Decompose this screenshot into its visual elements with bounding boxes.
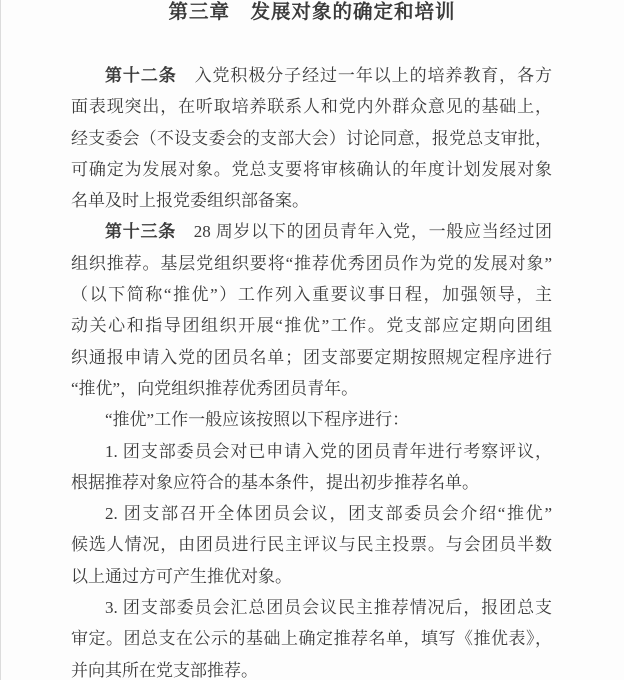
text-line xyxy=(71,248,552,279)
text-segment: 审定。团总支在公示的基础上确定推荐名单，填写《推优表》， xyxy=(71,629,552,649)
text-line xyxy=(71,185,552,216)
text-segment: 入党积极分子经过一年以上的培养教育，各方 xyxy=(176,66,552,85)
article-number: 第十三条 xyxy=(105,222,176,242)
text-line xyxy=(71,279,552,310)
text-line xyxy=(71,342,552,373)
text-segment: 2. 团支部召开全体团员会议，团支部委员会介绍“推优” xyxy=(105,504,552,524)
text-segment: 织通报申请入党的团员名单；团支部要定期按照规定程序进行 xyxy=(71,347,552,367)
text-segment: 动关心和指导团组织开展“推优”工作。党支部应定期向团组 xyxy=(71,316,552,336)
text-line xyxy=(71,154,552,185)
text-line xyxy=(71,404,552,435)
text-segment: 1. 团支部委员会对已申请入党的团员青年进行考察评议， xyxy=(105,441,552,461)
text-segment: 以上通过方可产生推优对象。 xyxy=(71,566,292,586)
chapter-title: 第三章 发展对象的确定和培训 xyxy=(168,2,456,23)
text-segment: 候选人情况，由团员进行民主评议与民主投票。与会团员半数 xyxy=(71,535,552,555)
text-segment: 组织推荐。基层党组织要将“推荐优秀团员作为党的发展对象” xyxy=(71,253,552,273)
text-line xyxy=(71,561,552,592)
text-line xyxy=(71,373,552,404)
text-segment: 28 周岁以下的团员青年入党，一般应当经过团 xyxy=(175,222,552,242)
text-segment: 3. 团支部委员会汇总团员会议民主推荐情况后，报团总支 xyxy=(105,598,552,618)
text-line xyxy=(71,467,552,498)
text-segment: “推优”工作一般应该按照以下程序进行： xyxy=(105,410,410,430)
text-segment: （以下简称“推优”）工作列入重要议事日程，加强领导，主 xyxy=(71,285,552,305)
text-line xyxy=(71,123,552,154)
text-segment: 并向其所在党支部推荐。 xyxy=(71,660,258,680)
text-line xyxy=(71,60,552,91)
text-line xyxy=(71,498,552,529)
text-segment: 可确定为发展对象。党总支要将审核确认的年度计划发展对象 xyxy=(71,159,552,179)
text-segment: 面表现突出，在听取培养联系人和党内外群众意见的基础上， xyxy=(71,97,552,117)
text-line xyxy=(71,529,552,560)
text-line xyxy=(71,592,552,623)
scan-edge-artifact xyxy=(0,0,1,680)
text-segment: “推优”，向党组织推荐优秀团员青年。 xyxy=(71,378,359,398)
text-segment: 根据推荐对象应符合的基本条件，提出初步推荐名单。 xyxy=(71,472,479,492)
text-line xyxy=(71,91,552,122)
text-segment: 名单及时上报党委组织部备案。 xyxy=(71,191,309,211)
text-line xyxy=(71,623,552,654)
article-number: 第十二条 xyxy=(105,66,177,85)
text-line xyxy=(71,436,552,467)
text-line xyxy=(71,655,552,680)
text-segment: 经支委会（不设支委会的支部大会）讨论同意，报党总支审批， xyxy=(71,128,552,148)
text-line xyxy=(71,216,552,247)
text-line xyxy=(71,310,552,341)
document-body xyxy=(71,60,552,680)
